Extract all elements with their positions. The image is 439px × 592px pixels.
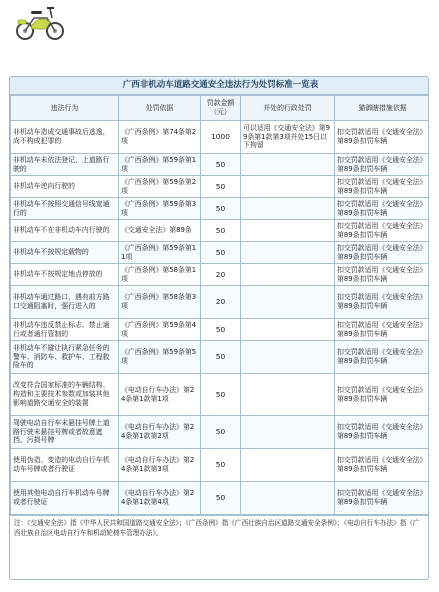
cell-act: 非机动车不在非机动车内行驶的 xyxy=(11,220,119,242)
penalty-table xyxy=(10,77,429,515)
table-row xyxy=(11,264,430,286)
header-basis: 处罚依据 xyxy=(119,96,201,121)
header-act: 违法行为 xyxy=(11,96,119,121)
table-row xyxy=(11,482,430,515)
cell-alt-penalty xyxy=(241,319,335,341)
cell-act: 非机动车违反禁止标志、禁止通行或者通行管制的 xyxy=(11,319,119,341)
cell-basis: 《广西条例》第59条第5项 xyxy=(119,341,201,374)
cell-basis: 《广西条例》第59条第3项 xyxy=(119,198,201,220)
cell-act: 非机动车不按规定载物的 xyxy=(11,242,119,264)
cell-alt-penalty xyxy=(241,220,335,242)
cell-alt-penalty xyxy=(241,449,335,482)
cell-basis: 《广西条例》第74条第2项 xyxy=(119,121,201,154)
cell-fine: 50 xyxy=(201,449,241,482)
cell-act: 驾驶电动自行车未悬挂号牌上道路行驶未悬挂号牌或者故意遮挡、污损号牌 xyxy=(11,416,119,449)
header-measure-basis: 猫御瞎措施依据 xyxy=(335,96,430,121)
cell-act: 使用伪造、变造的电动自行车机动车号牌或者行驶证 xyxy=(11,449,119,482)
cell-basis: 《电动自行车办法》第24条第1款第1项 xyxy=(119,374,201,416)
cell-basis: 《广西条例》第58条第1项 xyxy=(119,264,201,286)
cell-fine: 50 xyxy=(201,341,241,374)
cell-alt-penalty xyxy=(241,416,335,449)
table-row xyxy=(11,341,430,374)
cell-fine: 50 xyxy=(201,482,241,515)
header-alt-penalty: 并处的行政处罚 xyxy=(241,96,335,121)
cell-measure-basis: 扣交罚款适用《交通安全法》第89条扣罚车辆 xyxy=(335,341,430,374)
cell-measure-basis: 扣交罚款适用《交通安全法》第89条扣罚车辆 xyxy=(335,319,430,341)
cell-act: 非机动车造成交通事故后逃逸，尚不构成犯罪的 xyxy=(11,121,119,154)
cell-act: 非机动车不避让执行紧急任务的警车、消防车、救护车、工程救险车的 xyxy=(11,341,119,374)
penalty-table-frame xyxy=(9,76,429,580)
cell-fine: 1000 xyxy=(201,121,241,154)
cell-measure-basis: 扣交罚款适用《交通安全法》第89条扣罚车辆 xyxy=(335,482,430,515)
cell-fine: 50 xyxy=(201,319,241,341)
table-row xyxy=(11,176,430,198)
cell-act: 非机动车通过路口，遇有前方路口交通阻塞时，强行进入的 xyxy=(11,286,119,319)
cell-measure-basis: 扣交罚款适用《交通安全法》第89条扣罚车辆 xyxy=(335,374,430,416)
cell-alt-penalty xyxy=(241,176,335,198)
cell-act: 非机动车不按照交通信号线宽通行的 xyxy=(11,198,119,220)
cell-basis: 《广西条例》第59条第1项 xyxy=(119,154,201,176)
cell-basis: 《交通安全法》第89条 xyxy=(119,220,201,242)
cell-basis: 《广西条例》第58条第3项 xyxy=(119,286,201,319)
cell-alt-penalty xyxy=(241,482,335,515)
cell-alt-penalty xyxy=(241,264,335,286)
cell-measure-basis: 扣交罚款适用《交通安全法》第89条扣罚车辆 xyxy=(335,449,430,482)
cell-measure-basis: 扣交罚款适用《交通安全法》第89条扣罚车辆 xyxy=(335,416,430,449)
cell-fine: 50 xyxy=(201,374,241,416)
table-row xyxy=(11,121,430,154)
cell-measure-basis: 扣交罚款适用《交通安全法》第89条扣罚车辆 xyxy=(335,198,430,220)
table-row xyxy=(11,220,430,242)
cell-act: 非机动车不按规定地点停放的 xyxy=(11,264,119,286)
table-row xyxy=(11,198,430,220)
table-row xyxy=(11,319,430,341)
cell-alt-penalty: 可以适用《交通安全法》第99条第1款第3项并处15日以下拘留 xyxy=(241,121,335,154)
cell-fine: 20 xyxy=(201,264,241,286)
cell-fine: 50 xyxy=(201,154,241,176)
table-header-row xyxy=(11,96,430,121)
table-footnote: 注：《交通安全法》指《中华人民共和国道路交通安全法》；《广西条例》指《广西壮族自治区道路交通安全条例》；《电动自行车办法》指《广西壮族自治区电动自行车和机动轮椅车管理办法》。 xyxy=(10,515,428,545)
cell-measure-basis: 扣交罚款适用《交通安全法》第89条扣罚车辆 xyxy=(335,154,430,176)
cell-fine: 50 xyxy=(201,416,241,449)
cell-basis: 《电动自行车办法》第24条第1款第4项 xyxy=(119,482,201,515)
cell-measure-basis: 扣交罚款适用《交通安全法》第89条扣罚车辆 xyxy=(335,264,430,286)
table-row xyxy=(11,154,430,176)
cell-measure-basis: 扣交罚款适用《交通安全法》第89条扣罚车辆 xyxy=(335,176,430,198)
header-fine: 罚款金额（元） xyxy=(201,96,241,121)
cell-basis: 《电动自行车办法》第24条第1款第3项 xyxy=(119,449,201,482)
cell-measure-basis: 扣交罚款适用《交通安全法》第89条扣罚车辆 xyxy=(335,242,430,264)
cell-alt-penalty xyxy=(241,286,335,319)
cell-fine: 50 xyxy=(201,220,241,242)
cell-act: 改变符合国家标准的车辆结构、构造和主要技术参数或加装其他影响道路交通安全的装置 xyxy=(11,374,119,416)
table-title: 广西非机动车道路交通安全违法行为处罚标准一览表 xyxy=(10,77,429,95)
table-row xyxy=(11,449,430,482)
cell-fine: 50 xyxy=(201,242,241,264)
cell-fine: 50 xyxy=(201,176,241,198)
cell-alt-penalty xyxy=(241,242,335,264)
cell-fine: 50 xyxy=(201,198,241,220)
cell-basis: 《广西条例》第59条第2项 xyxy=(119,176,201,198)
cell-alt-penalty xyxy=(241,341,335,374)
table-row xyxy=(11,286,430,319)
cell-basis: 《广西条例》第59条第11项 xyxy=(119,242,201,264)
cell-basis: 《广西条例》第59条第4项 xyxy=(119,319,201,341)
table-row xyxy=(11,416,430,449)
cell-measure-basis: 扣交罚款适用《交通安全法》第89条扣罚车辆 xyxy=(335,286,430,319)
cell-alt-penalty xyxy=(241,154,335,176)
cell-fine: 20 xyxy=(201,286,241,319)
cell-act: 非机动车逆向行驶的 xyxy=(11,176,119,198)
cell-act: 非机动车未依法登记，上道路行驶的 xyxy=(11,154,119,176)
cell-measure-basis: 扣交罚款适用《交通安全法》第89条扣罚车辆 xyxy=(335,121,430,154)
electric-bike-icon xyxy=(14,0,66,42)
table-row xyxy=(11,242,430,264)
cell-basis: 《电动自行车办法》第24条第1款第2项 xyxy=(119,416,201,449)
cell-alt-penalty xyxy=(241,198,335,220)
cell-measure-basis: 扣交罚款适用《交通安全法》第89条扣罚车辆 xyxy=(335,220,430,242)
table-row xyxy=(11,374,430,416)
cell-act: 使用其他电动自行车机动车号牌或者行驶证 xyxy=(11,482,119,515)
cell-alt-penalty xyxy=(241,374,335,416)
